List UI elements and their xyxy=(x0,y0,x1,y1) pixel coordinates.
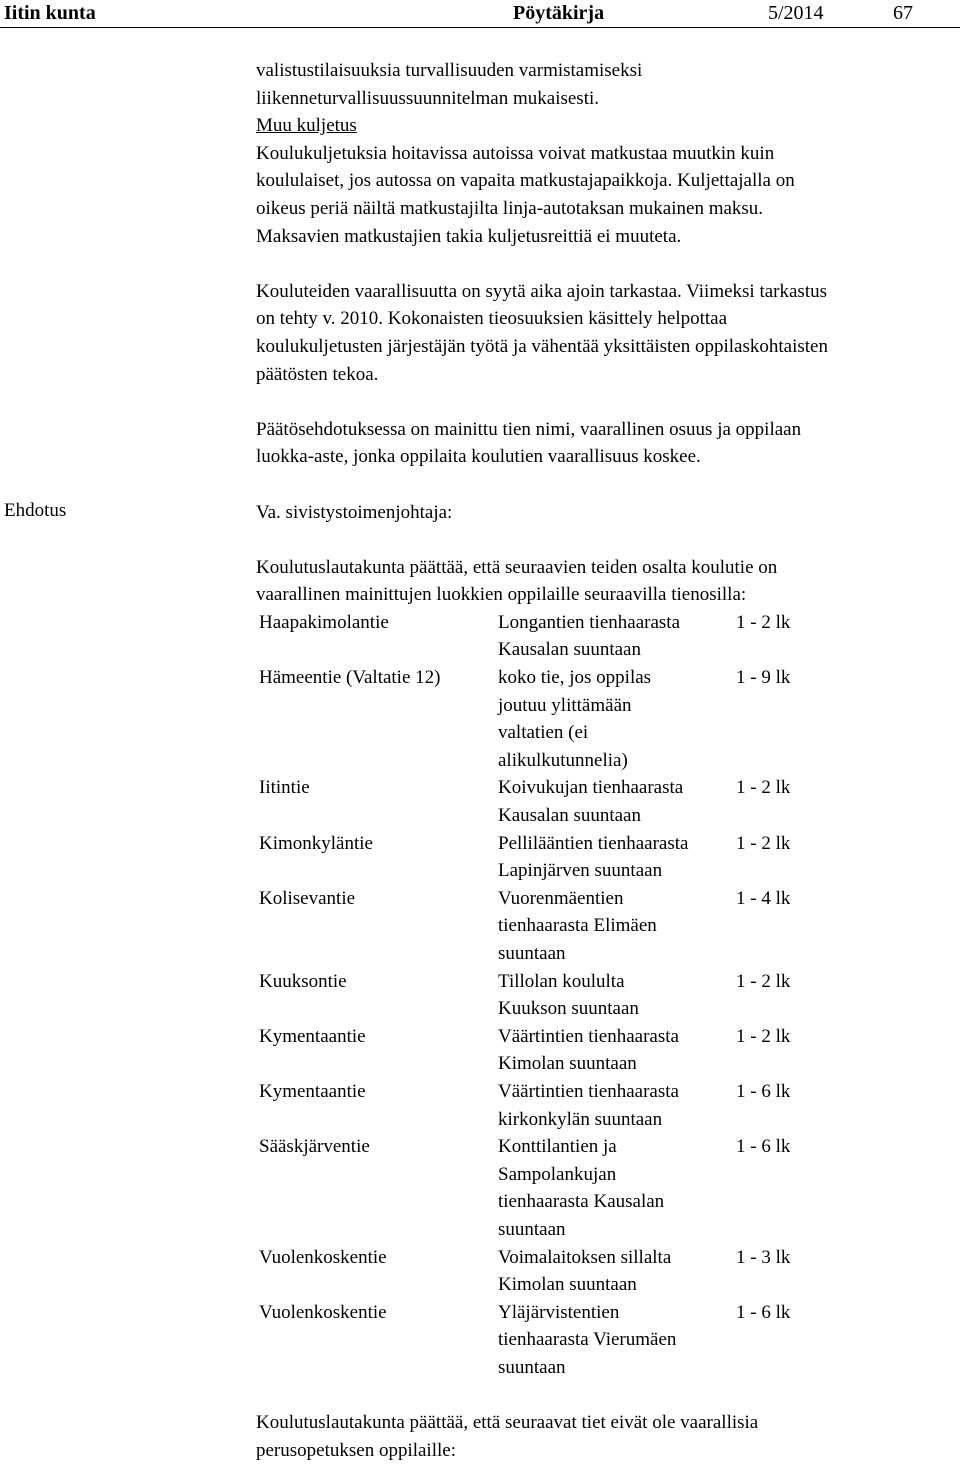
intro-line: liikenneturvallisuussuunnitelman mukaisesti. xyxy=(256,87,600,109)
grade-range: 1 - 2 lk xyxy=(736,611,791,633)
road-section-line: Kausalan suuntaan xyxy=(498,639,641,661)
road-section-line: alikulkutunnelia) xyxy=(498,749,628,771)
road-section-line: Pellilääntien tienhaarasta xyxy=(498,832,689,854)
road-section-line: Kuukson suuntaan xyxy=(498,998,639,1020)
road-section-line: tienhaarasta Kausalan xyxy=(498,1191,665,1213)
paragraph-line: Kouluteiden vaarallisuutta on syytä aika ajoin tarkastaa. Viimeksi tarkastus xyxy=(256,280,827,302)
meeting-number: 5/2014 xyxy=(768,2,824,24)
road-section-line: Väärtintien tienhaarasta xyxy=(498,1025,679,1047)
road-name: Hämeentie (Valtatie 12) xyxy=(259,667,441,689)
table-row xyxy=(256,1078,856,1133)
paragraph-line: oikeus periä näiltä matkustajilta linja-autotaksan mukainen maksu. xyxy=(256,197,764,219)
road-section xyxy=(498,1299,736,1382)
road-name: Kymentaantie xyxy=(259,1025,366,1047)
paragraph-line: Maksavien matkustajien takia kuljetusreittiä ei muuteta. xyxy=(256,225,682,247)
grade-range: 1 - 6 lk xyxy=(736,1136,791,1158)
paragraph-line: Päätösehdotuksessa on mainittu tien nimi, vaarallinen osuus ja oppilaan xyxy=(256,418,802,440)
paragraph-line: koulukuljetusten järjestäjän työtä ja vähentää yksittäisten oppilaskohtaisten xyxy=(256,335,828,357)
road-section-line: kirkonkylän suuntaan xyxy=(498,1108,663,1130)
road-name: Sääskjärventie xyxy=(259,1136,370,1158)
road-section xyxy=(498,774,736,829)
road-section xyxy=(498,830,736,885)
road-section xyxy=(498,968,736,1023)
road-section-line: Konttilantien ja xyxy=(498,1136,617,1158)
road-name: Haapakimolantie xyxy=(259,611,389,633)
road-section xyxy=(498,1244,736,1299)
road-name: Kuuksontie xyxy=(259,970,347,992)
paragraph-line: luokka-aste, jonka oppilaita koulutien vaarallisuus koskee. xyxy=(256,446,701,468)
road-section xyxy=(498,1133,736,1243)
grade-range: 1 - 2 lk xyxy=(736,777,791,799)
road-section-line: tienhaarasta Elimäen xyxy=(498,915,657,937)
road-section-line: tienhaarasta Vierumäen xyxy=(498,1329,677,1351)
paragraph-gap xyxy=(256,526,960,554)
decision-line: vaarallinen mainittujen luokkien oppilaille seuraavilla tienosilla: xyxy=(256,584,747,606)
road-section-line: Longantien tienhaarasta xyxy=(498,611,681,633)
road-section-line: Kimolan suuntaan xyxy=(498,1274,637,1296)
table-row xyxy=(256,1133,856,1243)
dangerous-roads-table xyxy=(256,609,856,1382)
table-row xyxy=(256,830,856,885)
page-number: 67 xyxy=(893,2,913,24)
road-section-line: suuntaan xyxy=(498,1218,566,1240)
road-section xyxy=(498,1078,736,1133)
table-row xyxy=(256,609,856,664)
road-section-line: suuntaan xyxy=(498,1356,566,1378)
table-row xyxy=(256,664,856,774)
road-section-line: koko tie, jos oppilas xyxy=(498,667,652,689)
road-section-line: Vuorenmäentien xyxy=(498,887,624,909)
road-section-line: Kimolan suuntaan xyxy=(498,1053,637,1075)
table-row xyxy=(256,774,856,829)
grade-range: 1 - 9 lk xyxy=(736,667,791,689)
grade-range: 1 - 6 lk xyxy=(736,1301,791,1323)
road-section-line: Väärtintien tienhaarasta xyxy=(498,1080,679,1102)
road-section-line: Tillolan koululta xyxy=(498,970,625,992)
paragraph-gap xyxy=(256,1382,960,1410)
road-section xyxy=(498,664,736,774)
paragraph-line: koululaiset, jos autossa on vapaita matkustajapaikkoja. Kuljettajalla on xyxy=(256,170,795,192)
paragraph-line: on tehty v. 2010. Kokonaisten tieosuuksien käsittely helpottaa xyxy=(256,308,728,330)
road-section-line: Kausalan suuntaan xyxy=(498,805,641,827)
municipality-name: Iitin kunta xyxy=(4,2,96,24)
road-section xyxy=(498,885,736,968)
road-name: Vuolenkoskentie xyxy=(259,1246,387,1268)
grade-range: 1 - 4 lk xyxy=(736,887,791,909)
paragraph-line: Koulukuljetuksia hoitavissa autoissa voivat matkustaa muutkin kuin xyxy=(256,142,775,164)
proposer-line: Va. sivistystoimenjohtaja: xyxy=(256,501,453,523)
grade-range: 1 - 2 lk xyxy=(736,832,791,854)
proposal-label: Ehdotus xyxy=(4,500,67,521)
document-body xyxy=(256,57,960,1464)
decision-line: Koulutuslautakunta päättää, että seuraavien teiden osalta koulutie on xyxy=(256,556,778,578)
grade-range: 1 - 3 lk xyxy=(736,1246,791,1268)
road-section xyxy=(498,1023,736,1078)
header-divider xyxy=(0,27,960,28)
paragraph-gap xyxy=(256,388,960,416)
paragraph-line: päätösten tekoa. xyxy=(256,363,379,385)
road-name: Iitintie xyxy=(259,777,310,799)
table-row xyxy=(256,968,856,1023)
road-name: Kimonkyläntie xyxy=(259,832,373,854)
road-section-line: Voimalaitoksen sillalta xyxy=(498,1246,672,1268)
paragraph-gap xyxy=(256,250,960,278)
road-section xyxy=(498,609,736,664)
road-section-line: Lapinjärven suuntaan xyxy=(498,860,663,882)
road-name: Vuolenkoskentie xyxy=(259,1301,387,1323)
road-section-line: Koivukujan tienhaarasta xyxy=(498,777,684,799)
road-section-line: suuntaan xyxy=(498,943,566,964)
page-header xyxy=(0,0,960,26)
table-row xyxy=(256,885,856,968)
table-row xyxy=(256,1299,856,1382)
closing-line: perusopetuksen oppilaille: xyxy=(256,1439,456,1461)
closing-line: Koulutuslautakunta päättää, että seuraavat tiet eivät ole vaarallisia xyxy=(256,1412,759,1434)
table-row xyxy=(256,1023,856,1078)
road-section-line: Sampolankujan xyxy=(498,1163,617,1185)
road-section-line: valtatien (ei xyxy=(498,722,589,744)
document-type: Pöytäkirja xyxy=(513,2,605,24)
road-section-line: Yläjärvistentien xyxy=(498,1301,620,1323)
road-name: Kymentaantie xyxy=(259,1080,366,1102)
grade-range: 1 - 2 lk xyxy=(736,1025,791,1047)
grade-range: 1 - 6 lk xyxy=(736,1080,791,1102)
paragraph-gap xyxy=(256,471,960,499)
section-heading: Muu kuljetus xyxy=(256,115,357,137)
intro-line: valistustilaisuuksia turvallisuuden varmistamiseksi xyxy=(256,60,643,81)
table-row xyxy=(256,1244,856,1299)
road-name: Kolisevantie xyxy=(259,887,356,909)
grade-range: 1 - 2 lk xyxy=(736,970,791,992)
road-section-line: joutuu ylittämään xyxy=(498,694,632,716)
